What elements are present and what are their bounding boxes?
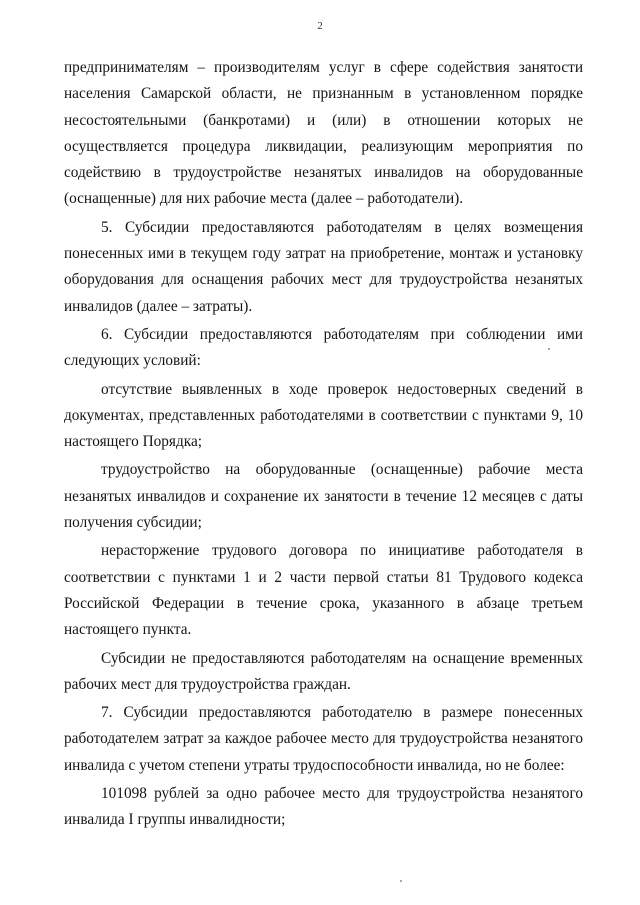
paragraph-amount-group-1: 101098 рублей за одно рабочее место для трудоустройства незанятого инвалида I группы инвалидности; (64, 785, 583, 829)
paragraph-item-7: 7. Субсидии предоставляются работодателю в размере понесенных работодателем затрат за каждое рабочее место для трудоустройства незанятого инвалида с учетом степени утраты трудоспособности инвалида, но не более: (64, 704, 583, 774)
scan-speck (400, 880, 402, 882)
paragraph-condition-employment: трудоустройство на оборудованные (оснащенные) рабочие места незанятых инвалидов и сохранение их занятости в течение 12 месяцев с даты получения субсидии; (64, 461, 583, 532)
paragraph-temporary-jobs: Субсидии не предоставляются работодателям на оснащение временных рабочих мест для трудоустройства граждан. (64, 649, 583, 693)
paragraph-item-6: 6. Субсидии предоставляются работодателям при соблюдении ими следующих условий: (64, 325, 583, 370)
paragraph-employers-definition: предпринимателям – производителям услуг в сфере содействия занятости населения Самарской области, не признанным в установленном порядке несостоятельными (банкротами) и (или) в отношении которых не осуществляется процедура ликвидации, реализующим мероприятия по содействию в трудоустройстве незанятых инвалидов на оборудованные (оснащенные) для них рабочие места (далее – работодатели). (64, 59, 583, 208)
paragraph-condition-no-termination: нерасторжение трудового договора по инициативе работодателя в соответствии с пунктами 1 и 2 части первой статьи 81 Трудового кодекса Российской Федерации в течение срока, указанного в абзаце третьем настоящего пункта. (64, 542, 583, 639)
document-body (64, 55, 583, 834)
page-number: 2 (317, 20, 323, 32)
scan-speck (548, 348, 550, 350)
paragraph-item-5: 5. Субсидии предоставляются работодателям в целях возмещения понесенных ими в текущем году затрат на приобретение, монтаж и установку оборудования для оснащения рабочих мест для трудоустройства незанятых инвалидов (далее – затраты). (64, 218, 583, 315)
paragraph-condition-no-false-info: отсутствие выявленных в ходе проверок недостоверных сведений в документах, представленных работодателями в соответствии с пунктами 9, 10 настоящего Порядка; (64, 380, 583, 451)
